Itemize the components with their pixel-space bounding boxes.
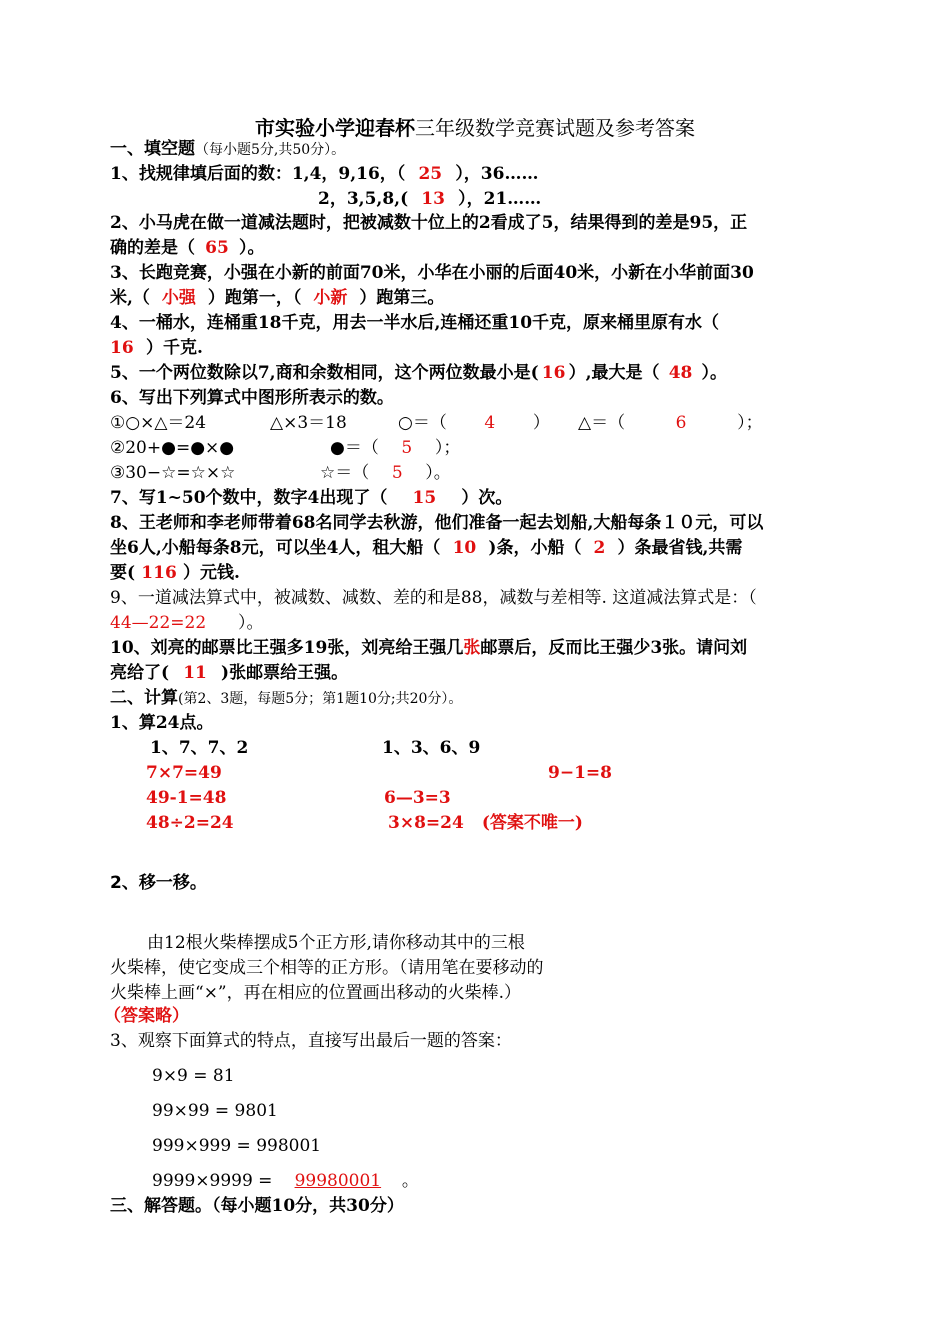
section-2-heading: 二、计算(第2、3题，每题5分；第1题10分;共20分）。	[110, 688, 463, 708]
question-1-line-1: 1、找规律填后面的数：1,4，9,16，（ 25 ），36……	[110, 164, 539, 184]
q6-r1-circle-answer: ○＝（ 4 ）	[398, 413, 550, 433]
answer: 4	[484, 413, 496, 433]
calc-1-set-b: 1、3、6、9	[382, 738, 481, 758]
answer: 6	[675, 413, 687, 433]
question-3-line-1: 3、长跑竞赛，小强在小新的前面70米，小华在小丽的后面40米，小新在小华前面30	[110, 263, 754, 283]
calc-2-paragraph-line-2: 火柴棒，使它变成三个相等的正方形。（请用笔在要移动的	[110, 958, 544, 978]
calc-2-paragraph-line-1: 由12根火柴棒摆成5个正方形,请你移动其中的三根	[147, 933, 525, 953]
question-5: 5、一个两位数除以7,商和余数相同，这个两位数最小是( 16 ）,最大是（ 48 ）。	[110, 363, 728, 383]
answer: 44—22=22	[110, 613, 207, 633]
calc-1-a-step-2: 49-1=48	[146, 788, 227, 808]
calc-1-set-a: 1、7、7、2	[150, 738, 249, 758]
section-1-heading: 一、填空题（每小题5分,共50分）。	[110, 139, 346, 159]
calc-2-paragraph-line-3: 火柴棒上画“×”，再在相应的位置画出移动的火柴棒.）	[110, 983, 522, 1003]
question-9-line-2: 44—22=22 ）。	[110, 613, 264, 633]
question-4-line-1: 4、一桶水，连桶重18千克，用去一半水后,连桶还重10千克，原来桶里原有水（	[110, 313, 720, 333]
question-6-heading: 6、写出下列算式中图形所表示的数。	[110, 388, 394, 408]
question-3-line-2: 米,（ 小强 ）跑第一，（ 小新 ）跑第三。	[110, 288, 445, 308]
q6-r1-eq2: △×3＝18	[270, 413, 347, 433]
calc-1-a-step-1: 7×7=49	[146, 763, 222, 783]
question-8-line-3: 要( 116 ）元钱.	[110, 563, 240, 583]
document-title: 市实验小学迎春杯三年级数学竞赛试题及参考答案	[255, 116, 695, 140]
answer: 116	[141, 563, 177, 583]
question-10-line-2: 亮给了( 11 )张邮票给王强。	[110, 663, 349, 683]
calc-3-heading: 3、观察下面算式的特点，直接写出最后一题的答案：	[110, 1031, 512, 1051]
calc-3-example-2: 99×99 = 9801	[152, 1101, 278, 1121]
answer: 小新	[313, 288, 348, 308]
answer: 25	[418, 164, 443, 184]
answer: 13	[421, 189, 445, 209]
question-9-line-1: 9、一道减法算式中，被减数、减数、差的和是88，减数与差相等. 这道减法算式是：（	[110, 588, 757, 608]
calc-3-final: 9999×9999 = 99980001 。	[152, 1171, 419, 1191]
question-6-row-3: ③30−☆=☆×☆	[110, 463, 236, 483]
answer: 小强	[161, 288, 196, 308]
answer: 5	[401, 438, 413, 458]
answer: 15	[412, 488, 437, 508]
question-7: 7、写1~50个数中，数字4出现了（ 15 ）次。	[110, 488, 513, 508]
question-1-line-2: 2，3,5,8,( 13 ），21……	[318, 189, 542, 209]
answer: 11	[183, 663, 207, 683]
question-8-line-1: 8、王老师和李老师带着68名同学去秋游，他们准备一起去划船,大船每条１０元，可以	[110, 513, 764, 533]
answer: 2	[593, 538, 606, 558]
calc-1-a-step-3: 48÷2=24	[146, 813, 234, 833]
calc-1-heading: 1、算24点。	[110, 713, 214, 733]
answer: 16	[110, 338, 134, 358]
question-8-line-2: 坐6人,小船每条8元，可以坐4人，租大船（ 10 )条，小船（ 2 ）条最省钱,共需	[110, 538, 743, 558]
question-2-line-1: 2、小马虎在做一道减法题时，把被减数十位上的2看成了5，结果得到的差是95，正	[110, 213, 748, 233]
calc-1-b-step-1: 9−1=8	[548, 763, 612, 783]
q6-r2-answer: ●＝（ 5 ）；	[330, 438, 461, 458]
answer: 99980001	[294, 1171, 382, 1191]
question-2-line-2: 确的差是（ 65 ）。	[110, 238, 265, 258]
question-4-line-2: 16 ）千克.	[110, 338, 203, 358]
question-6-row-1: ①○×△＝24	[110, 413, 207, 433]
answer: 16	[541, 363, 566, 383]
calc-1-b-step-2: 6—3=3	[384, 788, 451, 808]
answer: 65	[205, 238, 229, 258]
q6-r3-answer: ☆＝（ 5 ）。	[320, 463, 451, 483]
question-10-line-1: 10、刘亮的邮票比王强多19张，刘亮给王强几张邮票后，反而比王强少3张。请问刘	[110, 638, 748, 658]
q6-r1-triangle-answer: △＝（ 6 ）；	[578, 413, 763, 433]
answer: 10	[452, 538, 477, 558]
answer: 5	[391, 463, 403, 483]
section-3-heading: 三、解答题。（每小题10分，共30分）	[110, 1196, 404, 1216]
calc-3-example-3: 999×999 = 998001	[152, 1136, 322, 1156]
calc-2-heading: 2、移一移。	[110, 873, 207, 893]
calc-1-b-step-3: 3×8=24 (答案不唯一)	[388, 813, 583, 833]
calc-3-example-1: 9×9 = 81	[152, 1066, 235, 1086]
calc-2-answer: （答案略）	[104, 1006, 189, 1026]
question-6-row-2: ②20+●=●×●	[110, 438, 235, 458]
answer: 48	[668, 363, 693, 383]
